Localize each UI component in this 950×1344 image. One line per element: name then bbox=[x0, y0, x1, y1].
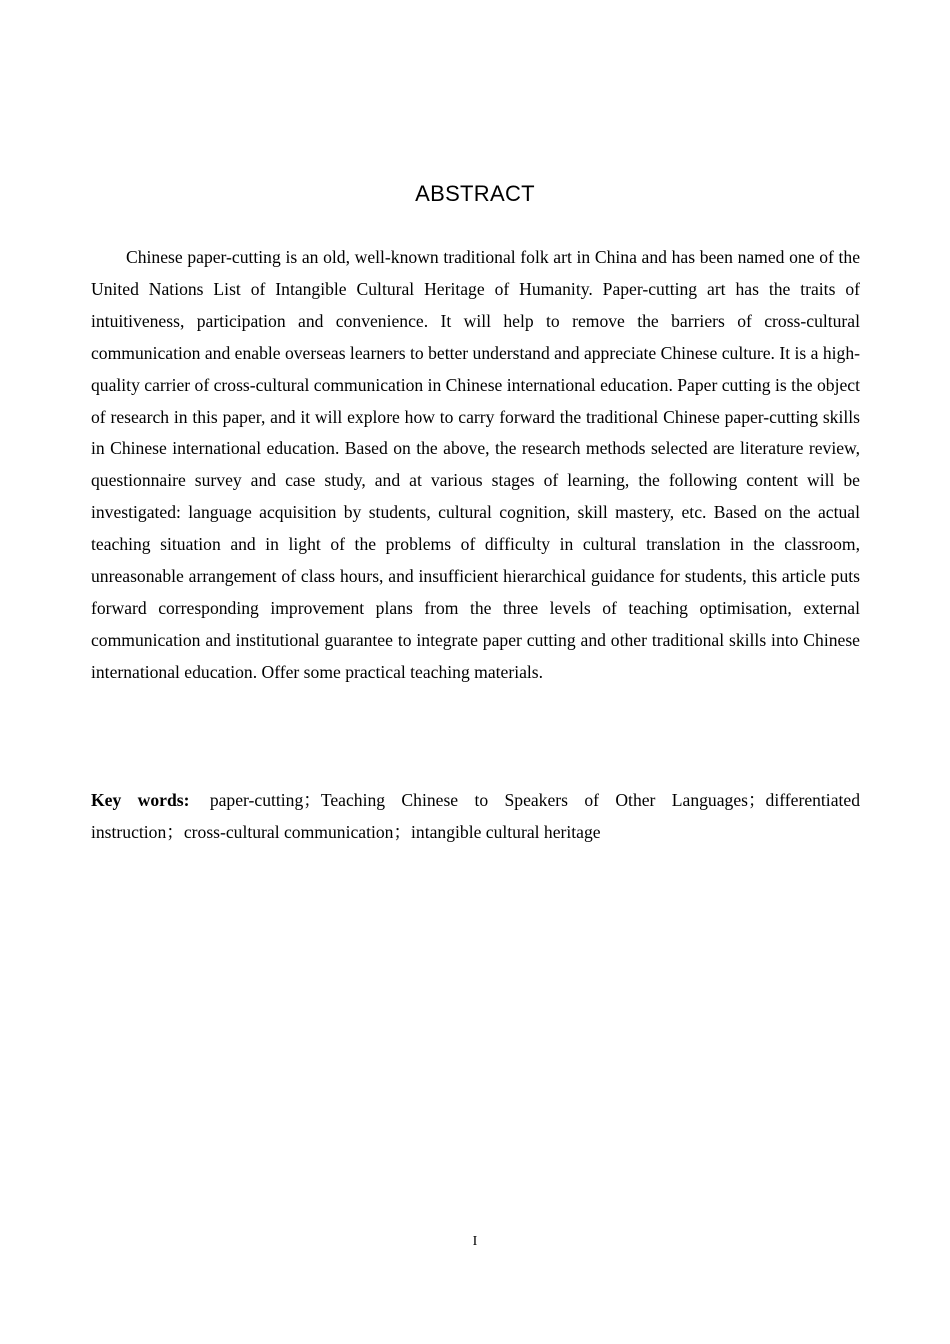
abstract-title: ABSTRACT bbox=[415, 181, 535, 206]
keywords-label: Key words: bbox=[91, 790, 190, 810]
keywords-text: paper-cutting；Teaching Chinese to Speakers of Other Languages；differentiated instruction；cross-cultural communication；intangible cultural heritage bbox=[91, 790, 860, 842]
page-number: I bbox=[472, 1234, 478, 1249]
keywords-paragraph bbox=[91, 785, 860, 849]
abstract-paragraph: Chinese paper-cutting is an old, well-known traditional folk art in China and has been named one of the United Nations List of Intangible Cultural Heritage of Humanity. Paper-cutting art has the traits of intuitiveness, participation and convenience. It will help to remove the barriers of cross-cultural communication and enable overseas learners to better understand and appreciate Chinese culture. It is a high-quality carrier of cross-cultural communication in Chinese international education. Paper cutting is the object of research in this paper, and it will explore how to carry forward the traditional Chinese paper-cutting skills in Chinese international education. Based on the above, the research methods selected are literature review, questionnaire survey and case study, and at various stages of learning, the following content will be investigated: language acquisition by students, cultural cognition, skill mastery, etc. Based on the actual teaching situation and in light of the problems of difficulty in cultural translation in the classroom, unreasonable arrangement of class hours, and insufficient hierarchical guidance for students, this article puts forward corresponding improvement plans from the three levels of teaching optimisation, external communication and institutional guarantee to integrate paper cutting and other traditional skills into Chinese international education. Offer some practical teaching materials. bbox=[91, 247, 860, 682]
